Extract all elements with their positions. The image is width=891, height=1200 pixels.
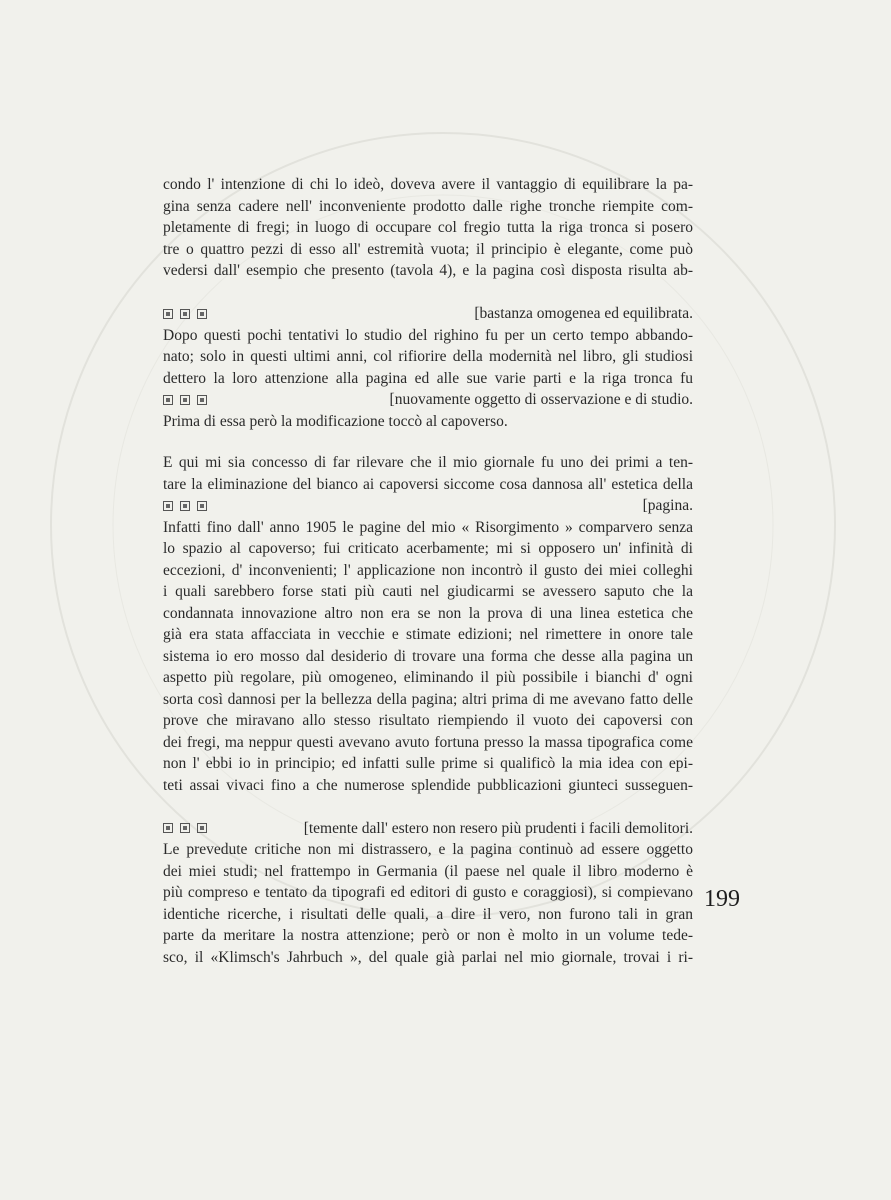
text-line: dettero la loro attenzione alla pagina ed alle sue varie parti e la riga tronca fu [163,369,693,387]
ornament-square-icon [180,823,190,833]
paragraph-gap [163,432,693,452]
text-line: Dopo questi pochi tentativi lo studio del righino fu per un certo tempo abbando- [163,326,693,344]
text-line: lo spazio al capoverso; fui criticato acerbamente; mi si opposero un' infinità di [163,540,693,557]
text-line: prove che miravano allo stesso risultato riempiendo il vuoto dei capoversi con [163,712,693,729]
text-line: i quali sarebbero forse stati più cauti nel giudicarmi se avessero saputo che la [163,583,693,600]
page-number: 199 [704,886,740,912]
ornament-line [163,495,693,517]
text-line: pletamente di fregi; in luogo di occupare col fregio tutta la riga tronca si posero [163,219,693,236]
text-line: aspetto più regolare, più omogeneo, eliminando il più possibile i bianchi d' ogni [163,669,693,686]
text-line: tare la eliminazione del bianco ai capoversi siccome cosa dannosa all' estetica della [163,475,693,493]
text-line-tail: [pagina. [642,497,693,514]
text-line-tail: [bastanza omogenea ed equilibrata. [474,305,693,322]
text-line: sco, il «Klimsch's Jahrbuch », del quale già parlai nel mio giornale, trovai i ri- [163,948,693,966]
body-text [163,174,693,968]
ornament-square-icon [197,823,207,833]
ornament-group [163,501,207,511]
ornament-square-icon [197,395,207,405]
ornament-line [163,303,693,325]
text-line: gina senza cadere nell' inconveniente prodotto dalle righe tronche riempite com- [163,197,693,215]
text-line: nato; solo in questi ultimi anni, col rifiorire della modernità nel libro, gli studiosi [163,348,693,365]
text-line: dei miei studi; nel frattempo in Germania (il paese nel quale il libro moderno è [163,862,693,880]
ornament-square-icon [163,823,173,833]
text-line: identiche ricerche, i risultati delle quali, a dire il vero, non furono tali in gran [163,905,693,923]
text-line: Infatti fino dall' anno 1905 le pagine del mio « Risorgimento » comparvero senza [163,518,693,536]
ornament-line [163,818,693,840]
ornament-square-icon [180,501,190,511]
text-line: condo l' intenzione di chi lo ideò, doveva avere il vantaggio di equilibrare la pa- [163,176,693,193]
text-line: dei fregi, ma neppur questi avevano avuto fortuna presso la massa tipografica come [163,733,693,751]
text-line: condannata innovazione altro non era se non la prova di una linea estetica che [163,604,693,622]
ornament-square-icon [180,309,190,319]
text-line: E qui mi sia concesso di far rilevare che il mio giornale fu uno dei primi a ten- [163,454,693,471]
text-line: teti assai vivaci fino a che numerose splendide pubblicazioni giunteci susseguen- [163,776,693,794]
text-line: sorta così dannosi per la bellezza della pagina; altri prima di me avevano fatto delle [163,690,693,708]
ornament-line [163,389,693,411]
text-line: più compreso e tentato da tipografi ed editori di gusto e coraggiosi), si compievano [163,884,693,901]
ornament-square-icon [163,501,173,511]
text-line [163,796,693,818]
text-line: parte da meritare la nostra attenzione; però or non è molto in un volume tede- [163,927,693,944]
ornament-square-icon [197,501,207,511]
ornament-group [163,823,207,833]
ornament-group [163,395,207,405]
text-line-tail: [temente dall' estero non resero più prudenti i facili demolitori. [303,819,693,837]
text-line: Le prevedute critiche non mi distrassero, e la pagina continuò ad essere oggetto [163,841,693,858]
text-line: non l' ebbi io in principio; ed infatti sulle prime si qualificò la mia idea con epi- [163,755,693,772]
text-line: già era stata affacciata in vecchie e stimate edizioni; nel rimettere in onore tale [163,626,693,643]
text-line: tre o quattro pezzi di esso all' estremità vuota; il principio è elegante, come può [163,240,693,258]
text-line-tail: [nuovamente oggetto di osservazione e di studio. [389,391,693,408]
text-line: Prima di essa però la modificazione toccò al capoverso. [163,412,508,430]
ornament-square-icon [163,395,173,405]
text-line [163,282,693,304]
text-line: eccezioni, d' inconvenienti; l' applicazione non incontrò il gusto dei miei colleghi [163,561,693,579]
text-line: vedersi dall' esempio che presento (tavola 4), e la pagina così disposta risulta ab- [163,262,693,279]
ornament-square-icon [180,395,190,405]
text-line: sistema io ero mosso dal desiderio di trovare una forma che desse alla pagina un [163,647,693,665]
ornament-square-icon [197,309,207,319]
ornament-square-icon [163,309,173,319]
ornament-group [163,309,207,319]
